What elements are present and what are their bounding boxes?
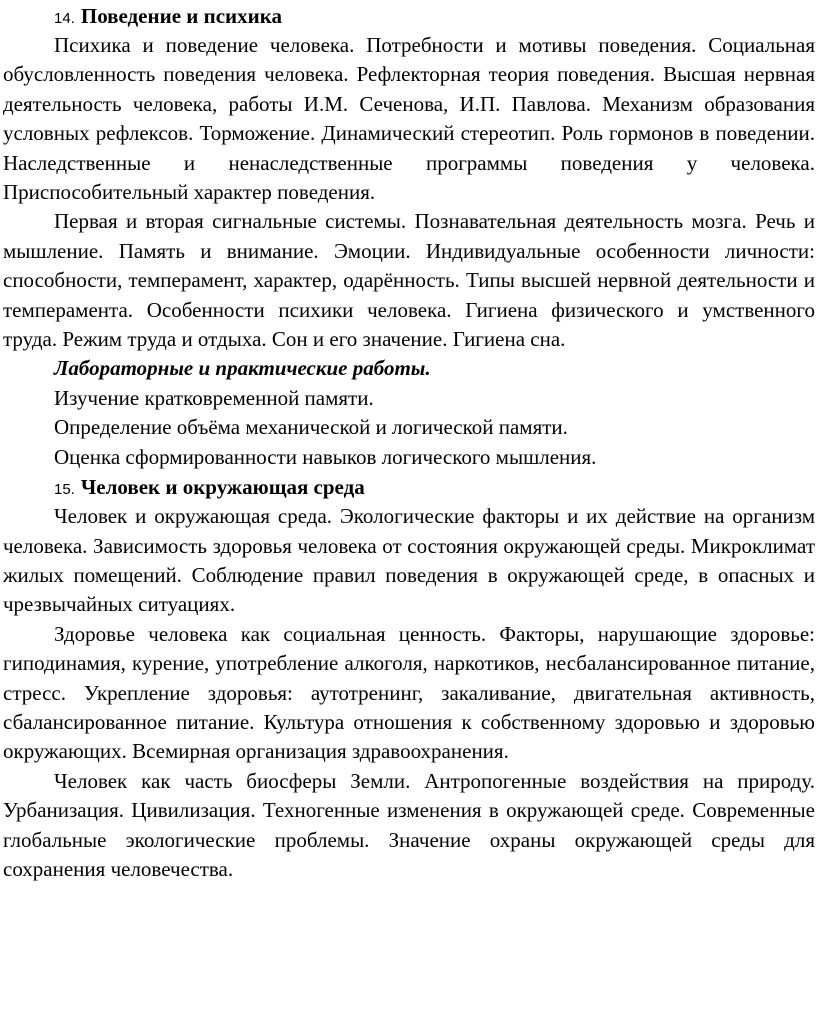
lab-item: Оценка сформированности навыков логического мышления.: [54, 444, 597, 469]
lab-works-heading: Лабораторные и практические работы.: [54, 356, 431, 381]
section-15-paragraph-3: Человек как часть биосферы Земли. Антропогенные воздействия на природу. Урбанизация. Цивилизация. Техногенные изменения в окружающей среде. Современные глобальные экологические проблемы. Значение охраны окружающей среды для сохранения человечества.: [3, 768, 815, 881]
lab-item: Изучение кратковременной памяти.: [54, 385, 374, 410]
lab-item: Определение объёма механической и логической памяти.: [54, 415, 568, 440]
section-15-paragraph-1: Человек и окружающая среда. Экологические факторы и их действие на организм человека. Зависимость здоровья человека от состояния окружающей среды. Микроклимат жилых помещений. Соблюдение правил поведения в окружающей среде, в опасных и чрезвычайных ситуациях.: [3, 504, 815, 617]
section-14-title: Поведение и психика: [80, 4, 283, 28]
section-15-heading: [3, 472, 815, 502]
section-14-heading: [3, 1, 815, 31]
section-15-number: 15.: [54, 481, 75, 499]
section-14-paragraph-1: Психика и поведение человека. Потребности и мотивы поведения. Социальная обусловленность поведения человека. Рефлекторная теория поведения. Высшая нервная деятельность человека, работы И.М. Сеченова, И.П. Павлова. Механизм образования условных рефлексов. Торможение. Динамический стереотип. Роль гормонов в поведении. Наследственные и ненаследственные программы поведения у человека. Приспособительный характер поведения.: [3, 33, 815, 205]
document-page: [3, 0, 815, 884]
section-14-number: 14.: [54, 10, 75, 27]
section-14-paragraph-2: Первая и вторая сигнальные системы. Познавательная деятельность мозга. Речь и мышление. Память и внимание. Эмоции. Индивидуальные особенности личности: способности, темперамент, характер, одарённость. Типы высшей нервной деятельности и темперамента. Особенности психики человека. Гигиена физического и умственного труда. Режим труда и отдыха. Сон и его значение. Гигиена сна.: [3, 209, 815, 352]
section-15-paragraph-2: Здоровье человека как социальная ценность. Факторы, нарушающие здоровье: гиподинамия, курение, употребление алкоголя, наркотиков, несбалансированное питание, стресс. Укрепление здоровья: аутотренинг, закаливание, двигательная активность, сбалансированное питание. Культура отношения к собственному здоровью и здоровью окружающих. Всемирная организация здравоохранения.: [3, 621, 815, 764]
section-15-title: Человек и окружающая среда: [80, 475, 365, 500]
